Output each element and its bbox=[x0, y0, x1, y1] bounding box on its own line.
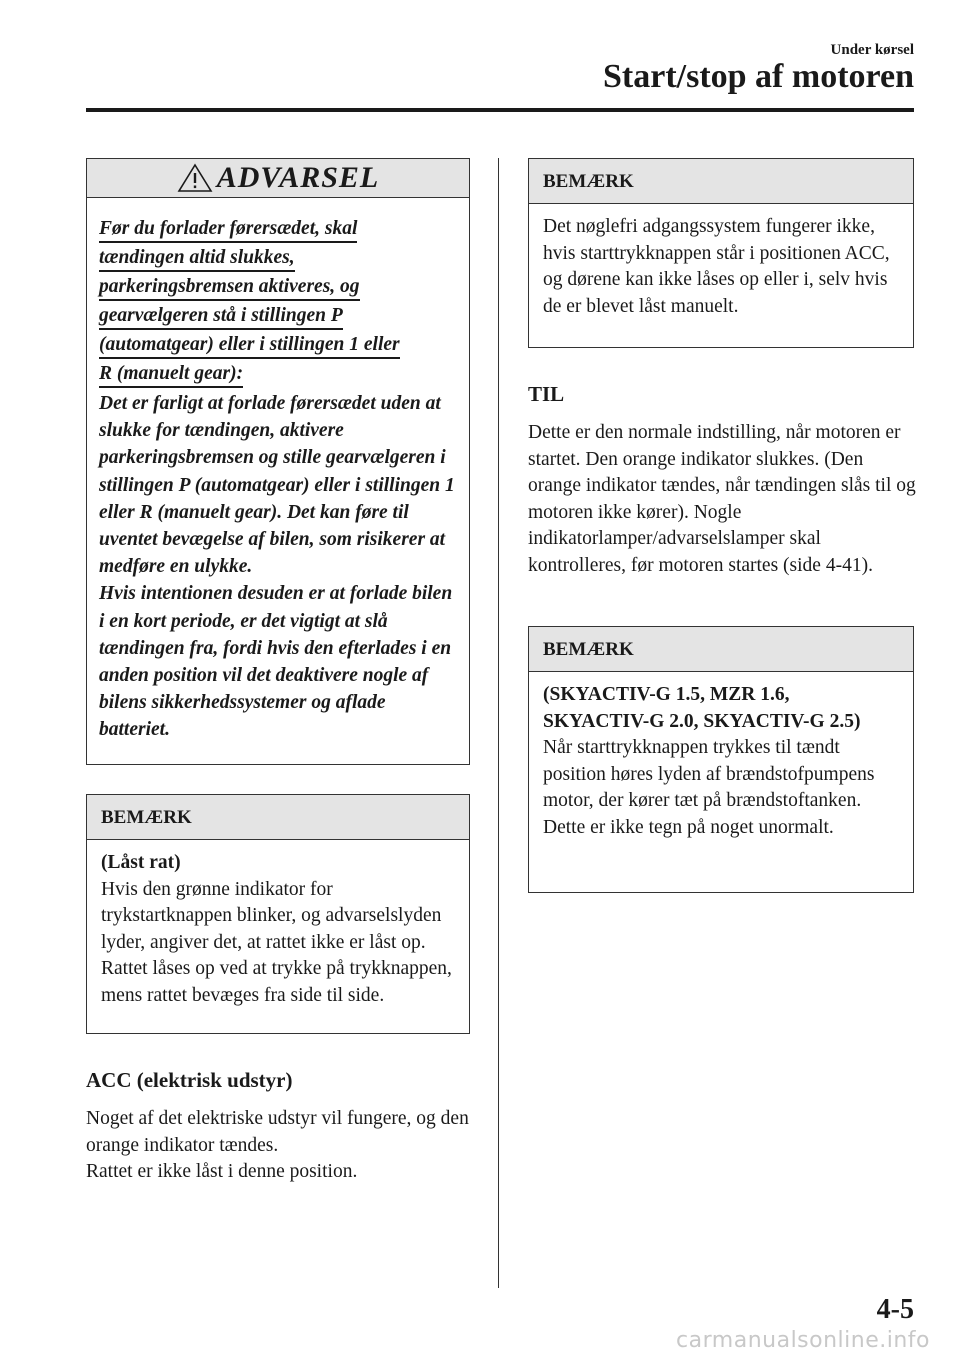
warning-label: ADVARSEL bbox=[216, 161, 380, 194]
note-text: Når starttrykknappen trykkes til tændt position høres lyden af brændstofpumpens motor, der kører tæt på brændstoftanken. Dette er ikke tegn på noget unormalt. bbox=[543, 737, 875, 838]
warning-body bbox=[87, 198, 469, 744]
column-divider bbox=[498, 158, 499, 1288]
acc-line-1: Noget af det elektriske udstyr vil fungere, og den orange indikator tændes. bbox=[86, 1108, 469, 1156]
warning-text: Det er farligt at forlade førersædet uden at slukke for tændingen, aktivere parkeringsbremsen og stille gearvælgeren i stillingen P (automatgear) eller i stillingen 1 eller R (manuelt gear). Det kan føre til uventet bevægelse af bilen, som risikerer at medføre en ulykke. bbox=[99, 393, 455, 578]
page-number: 4-5 bbox=[876, 1294, 914, 1325]
section-label: Under kørsel bbox=[830, 42, 914, 58]
watermark: carmanualsonline.info bbox=[676, 1328, 930, 1353]
warning-box bbox=[86, 158, 470, 765]
page-title: Start/stop af motoren bbox=[603, 58, 914, 95]
header-divider bbox=[86, 108, 914, 112]
note-heading: (SKYACTIV-G 1.5, MZR 1.6, SKYACTIV-G 2.0, SKYACTIV-G 2.5) bbox=[543, 684, 861, 732]
note-body bbox=[87, 840, 469, 1021]
til-text: Dette er den normale indstilling, når motoren er startet. Den orange indikator slukkes. (Den orange indikator tændes, når tændingen slås til og motoren ikke kører). Nogle indikatorlamper/advarselslamper skal kontrolleres, før motoren startes (side 4-41). bbox=[528, 422, 916, 576]
note-label: BEMÆRK bbox=[87, 795, 469, 840]
acc-title: ACC (elektrisk udstyr) bbox=[86, 1068, 293, 1092]
acc-text bbox=[86, 1106, 470, 1186]
note-box-fuel-pump bbox=[528, 626, 914, 893]
warning-triangle-icon bbox=[177, 163, 213, 193]
note-label: BEMÆRK bbox=[529, 159, 913, 204]
note-box-locked-steering bbox=[86, 794, 470, 1034]
warning-underlined-line: gearvælgeren stå i stillingen P bbox=[99, 303, 343, 330]
warning-underlined-line: Før du forlader førersædet, skal bbox=[99, 216, 357, 243]
note-body bbox=[529, 204, 913, 332]
acc-line-2: Rattet er ikke låst i denne position. bbox=[86, 1161, 358, 1182]
note-box-keyless bbox=[528, 158, 914, 348]
warning-underlined-line: parkeringsbremsen aktiveres, og bbox=[99, 274, 360, 301]
note-label: BEMÆRK bbox=[529, 627, 913, 672]
note-text: Det nøglefri adgangssystem fungerer ikke, hvis starttrykknappen står i positionen ACC, og dørene kan ikke låses op eller i, selv hvis de er blevet låst manuelt. bbox=[543, 216, 890, 317]
note-heading: (Låst rat) bbox=[101, 852, 181, 873]
warning-underlined-line: tændingen altid slukkes, bbox=[99, 245, 295, 272]
note-body bbox=[529, 672, 913, 853]
warning-underlined-line: (automatgear) eller i stillingen 1 eller bbox=[99, 332, 400, 359]
til-title: TIL bbox=[528, 382, 565, 406]
note-text: Hvis den grønne indikator for trykstartknappen blinker, og advarselslyden lyder, angiver det, at rattet ikke er låst op. Rattet låses op ved at trykke på trykknappen, mens rattet bevæges fra side til side. bbox=[101, 878, 452, 1006]
warning-header bbox=[87, 159, 469, 198]
warning-underlined-line: R (manuelt gear): bbox=[99, 361, 243, 388]
warning-text-2: Hvis intentionen desuden er at forlade bilen i en kort periode, er det vigtigt at slå tændingen fra, fordi hvis den efterlades i en anden position vil det deaktivere nogle af bilens sikkerhedssystemer og aflade batteriet. bbox=[99, 583, 453, 741]
